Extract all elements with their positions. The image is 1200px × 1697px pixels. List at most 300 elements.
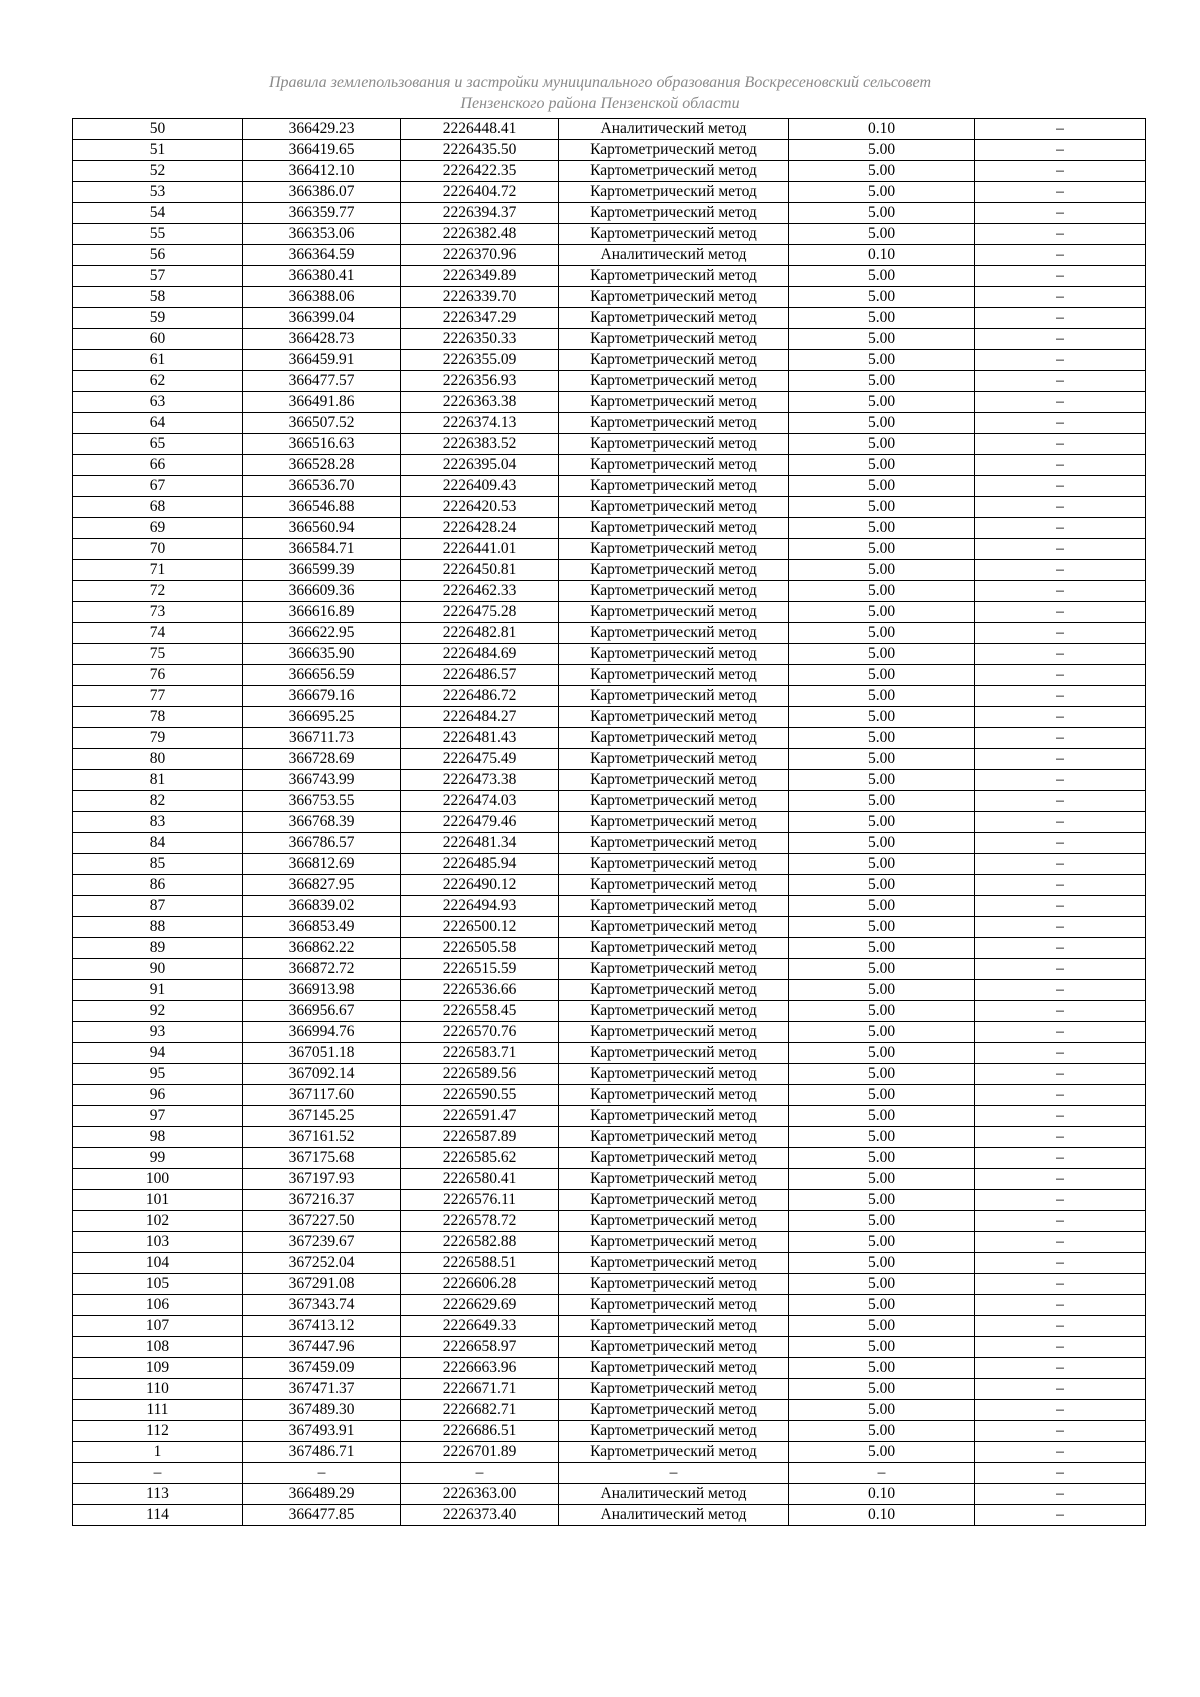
description-cell: – [975, 140, 1146, 161]
x-coordinate-cell: 366862.22 [243, 938, 401, 959]
table-row [73, 140, 1146, 161]
y-coordinate-cell: 2226490.12 [401, 875, 559, 896]
table-row [73, 1190, 1146, 1211]
method-cell: Картометрический метод [559, 875, 789, 896]
y-coordinate-cell: 2226450.81 [401, 560, 559, 581]
method-cell: Картометрический метод [559, 1043, 789, 1064]
accuracy-cell: 5.00 [789, 518, 975, 539]
x-coordinate-cell: 367459.09 [243, 1358, 401, 1379]
y-coordinate-cell: 2226484.69 [401, 644, 559, 665]
description-cell: – [975, 1211, 1146, 1232]
point-number-cell: 91 [73, 980, 243, 1001]
accuracy-cell: 5.00 [789, 749, 975, 770]
y-coordinate-cell: 2226486.72 [401, 686, 559, 707]
description-cell: – [975, 476, 1146, 497]
x-coordinate-cell: 366599.39 [243, 560, 401, 581]
accuracy-cell: 5.00 [789, 329, 975, 350]
y-coordinate-cell: 2226356.93 [401, 371, 559, 392]
method-cell: Картометрический метод [559, 1106, 789, 1127]
table-row [73, 539, 1146, 560]
method-cell: Картометрический метод [559, 224, 789, 245]
method-cell: Картометрический метод [559, 434, 789, 455]
accuracy-cell: 5.00 [789, 812, 975, 833]
description-cell: – [975, 308, 1146, 329]
description-cell: – [975, 497, 1146, 518]
table-row [73, 1421, 1146, 1442]
accuracy-cell: 5.00 [789, 1148, 975, 1169]
x-coordinate-cell: 367117.60 [243, 1085, 401, 1106]
table-row [73, 1253, 1146, 1274]
description-cell: – [975, 917, 1146, 938]
table-row [73, 833, 1146, 854]
method-cell: Картометрический метод [559, 182, 789, 203]
y-coordinate-cell: 2226629.69 [401, 1295, 559, 1316]
y-coordinate-cell: 2226500.12 [401, 917, 559, 938]
point-number-cell: 58 [73, 287, 243, 308]
accuracy-cell: 5.00 [789, 875, 975, 896]
table-row [73, 686, 1146, 707]
method-cell: Картометрический метод [559, 1358, 789, 1379]
point-number-cell: 77 [73, 686, 243, 707]
table-row [73, 1400, 1146, 1421]
table-row [73, 749, 1146, 770]
description-cell: – [975, 1232, 1146, 1253]
description-cell: – [975, 1274, 1146, 1295]
description-cell: – [975, 560, 1146, 581]
table-row [73, 980, 1146, 1001]
method-cell: Картометрический метод [559, 560, 789, 581]
accuracy-cell: 5.00 [789, 1001, 975, 1022]
point-number-cell: 97 [73, 1106, 243, 1127]
x-coordinate-cell: 366768.39 [243, 812, 401, 833]
accuracy-cell: 0.10 [789, 245, 975, 266]
point-number-cell: 66 [73, 455, 243, 476]
accuracy-cell: 5.00 [789, 980, 975, 1001]
x-coordinate-cell: 367175.68 [243, 1148, 401, 1169]
x-coordinate-cell: 366477.85 [243, 1505, 401, 1526]
description-cell: – [975, 959, 1146, 980]
point-number-cell: 109 [73, 1358, 243, 1379]
method-cell: Картометрический метод [559, 413, 789, 434]
method-cell: Картометрический метод [559, 1295, 789, 1316]
method-cell: Аналитический метод [559, 245, 789, 266]
y-coordinate-cell: 2226663.96 [401, 1358, 559, 1379]
x-coordinate-cell: 366429.23 [243, 119, 401, 140]
accuracy-cell: 5.00 [789, 581, 975, 602]
table-row [73, 791, 1146, 812]
x-coordinate-cell: 366528.28 [243, 455, 401, 476]
x-coordinate-cell: 366491.86 [243, 392, 401, 413]
method-cell: – [559, 1463, 789, 1484]
method-cell: Картометрический метод [559, 1211, 789, 1232]
y-coordinate-cell: 2226350.33 [401, 329, 559, 350]
y-coordinate-cell: 2226409.43 [401, 476, 559, 497]
point-number-cell: 110 [73, 1379, 243, 1400]
point-number-cell: 1 [73, 1442, 243, 1463]
table-row [73, 518, 1146, 539]
method-cell: Картометрический метод [559, 833, 789, 854]
y-coordinate-cell: 2226382.48 [401, 224, 559, 245]
description-cell: – [975, 644, 1146, 665]
method-cell: Картометрический метод [559, 455, 789, 476]
point-number-cell: 50 [73, 119, 243, 140]
accuracy-cell: 5.00 [789, 1379, 975, 1400]
point-number-cell: 57 [73, 266, 243, 287]
accuracy-cell: 5.00 [789, 1316, 975, 1337]
method-cell: Картометрический метод [559, 623, 789, 644]
point-number-cell: 51 [73, 140, 243, 161]
point-number-cell: – [73, 1463, 243, 1484]
x-coordinate-cell: 366353.06 [243, 224, 401, 245]
method-cell: Картометрический метод [559, 161, 789, 182]
x-coordinate-cell: 367252.04 [243, 1253, 401, 1274]
x-coordinate-cell: 366536.70 [243, 476, 401, 497]
table-row [73, 1127, 1146, 1148]
point-number-cell: 59 [73, 308, 243, 329]
method-cell: Картометрический метод [559, 1190, 789, 1211]
description-cell: – [975, 245, 1146, 266]
point-number-cell: 78 [73, 707, 243, 728]
x-coordinate-cell: 366364.59 [243, 245, 401, 266]
x-coordinate-cell: 367447.96 [243, 1337, 401, 1358]
accuracy-cell: 5.00 [789, 1064, 975, 1085]
x-coordinate-cell: 367145.25 [243, 1106, 401, 1127]
point-number-cell: 70 [73, 539, 243, 560]
x-coordinate-cell: 366388.06 [243, 287, 401, 308]
method-cell: Картометрический метод [559, 854, 789, 875]
table-row [73, 1274, 1146, 1295]
accuracy-cell: 5.00 [789, 896, 975, 917]
description-cell: – [975, 791, 1146, 812]
description-cell: – [975, 1169, 1146, 1190]
table-row [73, 875, 1146, 896]
x-coordinate-cell: 367092.14 [243, 1064, 401, 1085]
page-header [0, 72, 1200, 114]
point-number-cell: 71 [73, 560, 243, 581]
point-number-cell: 95 [73, 1064, 243, 1085]
accuracy-cell: 0.10 [789, 1484, 975, 1505]
table-row [73, 1442, 1146, 1463]
y-coordinate-cell: 2226373.40 [401, 1505, 559, 1526]
description-cell: – [975, 1022, 1146, 1043]
method-cell: Картометрический метод [559, 497, 789, 518]
description-cell: – [975, 602, 1146, 623]
accuracy-cell: 5.00 [789, 1169, 975, 1190]
table-row [73, 623, 1146, 644]
accuracy-cell: 5.00 [789, 1127, 975, 1148]
method-cell: Картометрический метод [559, 329, 789, 350]
point-number-cell: 88 [73, 917, 243, 938]
method-cell: Картометрический метод [559, 1379, 789, 1400]
table-row [73, 644, 1146, 665]
method-cell: Картометрический метод [559, 371, 789, 392]
x-coordinate-cell: 366839.02 [243, 896, 401, 917]
accuracy-cell: 5.00 [789, 308, 975, 329]
x-coordinate-cell: 366711.73 [243, 728, 401, 749]
method-cell: Картометрический метод [559, 1421, 789, 1442]
accuracy-cell: 5.00 [789, 1043, 975, 1064]
point-number-cell: 87 [73, 896, 243, 917]
y-coordinate-cell: 2226583.71 [401, 1043, 559, 1064]
y-coordinate-cell: 2226701.89 [401, 1442, 559, 1463]
method-cell: Картометрический метод [559, 917, 789, 938]
x-coordinate-cell: 366812.69 [243, 854, 401, 875]
y-coordinate-cell: 2226589.56 [401, 1064, 559, 1085]
point-number-cell: 93 [73, 1022, 243, 1043]
x-coordinate-cell: 366560.94 [243, 518, 401, 539]
accuracy-cell: 0.10 [789, 1505, 975, 1526]
y-coordinate-cell: 2226686.51 [401, 1421, 559, 1442]
description-cell: – [975, 350, 1146, 371]
method-cell: Аналитический метод [559, 119, 789, 140]
y-coordinate-cell: 2226585.62 [401, 1148, 559, 1169]
point-number-cell: 69 [73, 518, 243, 539]
y-coordinate-cell: 2226587.89 [401, 1127, 559, 1148]
method-cell: Картометрический метод [559, 707, 789, 728]
point-number-cell: 81 [73, 770, 243, 791]
description-cell: – [975, 1358, 1146, 1379]
description-cell: – [975, 707, 1146, 728]
accuracy-cell: 5.00 [789, 266, 975, 287]
x-coordinate-cell: 367471.37 [243, 1379, 401, 1400]
x-coordinate-cell: 366428.73 [243, 329, 401, 350]
accuracy-cell: 5.00 [789, 1295, 975, 1316]
table-row [73, 1043, 1146, 1064]
y-coordinate-cell: 2226428.24 [401, 518, 559, 539]
table-row [73, 1211, 1146, 1232]
table-row [73, 245, 1146, 266]
accuracy-cell: 5.00 [789, 371, 975, 392]
y-coordinate-cell: 2226485.94 [401, 854, 559, 875]
table-row [73, 770, 1146, 791]
y-coordinate-cell: 2226370.96 [401, 245, 559, 266]
y-coordinate-cell: 2226494.93 [401, 896, 559, 917]
accuracy-cell: 5.00 [789, 476, 975, 497]
y-coordinate-cell: 2226462.33 [401, 581, 559, 602]
description-cell: – [975, 770, 1146, 791]
y-coordinate-cell: 2226580.41 [401, 1169, 559, 1190]
method-cell: Картометрический метод [559, 518, 789, 539]
accuracy-cell: 5.00 [789, 224, 975, 245]
method-cell: Картометрический метод [559, 1127, 789, 1148]
accuracy-cell: 5.00 [789, 1358, 975, 1379]
x-coordinate-cell: 366386.07 [243, 182, 401, 203]
x-coordinate-cell: 366616.89 [243, 602, 401, 623]
table-row [73, 854, 1146, 875]
description-cell: – [975, 1064, 1146, 1085]
method-cell: Картометрический метод [559, 770, 789, 791]
description-cell: – [975, 1253, 1146, 1274]
table-row [73, 1295, 1146, 1316]
accuracy-cell: 5.00 [789, 1421, 975, 1442]
x-coordinate-cell: 367493.91 [243, 1421, 401, 1442]
point-number-cell: 96 [73, 1085, 243, 1106]
accuracy-cell: 5.00 [789, 833, 975, 854]
y-coordinate-cell: 2226473.38 [401, 770, 559, 791]
y-coordinate-cell: 2226658.97 [401, 1337, 559, 1358]
description-cell: – [975, 455, 1146, 476]
y-coordinate-cell: – [401, 1463, 559, 1484]
y-coordinate-cell: 2226484.27 [401, 707, 559, 728]
description-cell: – [975, 1106, 1146, 1127]
method-cell: Картометрический метод [559, 602, 789, 623]
accuracy-cell: 5.00 [789, 182, 975, 203]
point-number-cell: 90 [73, 959, 243, 980]
x-coordinate-cell: 367051.18 [243, 1043, 401, 1064]
y-coordinate-cell: 2226486.57 [401, 665, 559, 686]
method-cell: Картометрический метод [559, 1169, 789, 1190]
method-cell: Картометрический метод [559, 728, 789, 749]
description-cell: – [975, 938, 1146, 959]
accuracy-cell: 5.00 [789, 539, 975, 560]
table-row [73, 119, 1146, 140]
y-coordinate-cell: 2226570.76 [401, 1022, 559, 1043]
table-row [73, 1148, 1146, 1169]
table-row [73, 287, 1146, 308]
method-cell: Картометрический метод [559, 266, 789, 287]
table-row [73, 665, 1146, 686]
method-cell: Картометрический метод [559, 1337, 789, 1358]
table-row [73, 350, 1146, 371]
point-number-cell: 113 [73, 1484, 243, 1505]
y-coordinate-cell: 2226536.66 [401, 980, 559, 1001]
method-cell: Картометрический метод [559, 287, 789, 308]
table-row [73, 1337, 1146, 1358]
x-coordinate-cell: 366656.59 [243, 665, 401, 686]
x-coordinate-cell: 366609.36 [243, 581, 401, 602]
method-cell: Картометрический метод [559, 1022, 789, 1043]
method-cell: Картометрический метод [559, 392, 789, 413]
y-coordinate-cell: 2226349.89 [401, 266, 559, 287]
y-coordinate-cell: 2226394.37 [401, 203, 559, 224]
table-row [73, 266, 1146, 287]
description-cell: – [975, 392, 1146, 413]
accuracy-cell: – [789, 1463, 975, 1484]
y-coordinate-cell: 2226515.59 [401, 959, 559, 980]
y-coordinate-cell: 2226481.34 [401, 833, 559, 854]
accuracy-cell: 5.00 [789, 497, 975, 518]
y-coordinate-cell: 2226649.33 [401, 1316, 559, 1337]
accuracy-cell: 5.00 [789, 1190, 975, 1211]
point-number-cell: 111 [73, 1400, 243, 1421]
y-coordinate-cell: 2226582.88 [401, 1232, 559, 1253]
description-cell: – [975, 1505, 1146, 1526]
method-cell: Картометрический метод [559, 1148, 789, 1169]
accuracy-cell: 5.00 [789, 203, 975, 224]
method-cell: Картометрический метод [559, 665, 789, 686]
method-cell: Картометрический метод [559, 896, 789, 917]
description-cell: – [975, 581, 1146, 602]
table-row [73, 203, 1146, 224]
y-coordinate-cell: 2226482.81 [401, 623, 559, 644]
method-cell: Аналитический метод [559, 1505, 789, 1526]
point-number-cell: 94 [73, 1043, 243, 1064]
description-cell: – [975, 749, 1146, 770]
accuracy-cell: 5.00 [789, 392, 975, 413]
header-line-1: Правила землепользования и застройки муниципального образования Воскресеновский сельсовет [269, 74, 931, 91]
x-coordinate-cell: 366956.67 [243, 1001, 401, 1022]
accuracy-cell: 5.00 [789, 644, 975, 665]
x-coordinate-cell: 367343.74 [243, 1295, 401, 1316]
accuracy-cell: 5.00 [789, 665, 975, 686]
accuracy-cell: 5.00 [789, 1337, 975, 1358]
y-coordinate-cell: 2226475.49 [401, 749, 559, 770]
table-row [73, 1379, 1146, 1400]
point-number-cell: 102 [73, 1211, 243, 1232]
point-number-cell: 99 [73, 1148, 243, 1169]
description-cell: – [975, 1337, 1146, 1358]
point-number-cell: 108 [73, 1337, 243, 1358]
x-coordinate-cell: 366679.16 [243, 686, 401, 707]
x-coordinate-cell: 366419.65 [243, 140, 401, 161]
accuracy-cell: 5.00 [789, 560, 975, 581]
y-coordinate-cell: 2226441.01 [401, 539, 559, 560]
y-coordinate-cell: 2226505.58 [401, 938, 559, 959]
accuracy-cell: 5.00 [789, 602, 975, 623]
table-row [73, 371, 1146, 392]
point-number-cell: 72 [73, 581, 243, 602]
description-cell: – [975, 182, 1146, 203]
accuracy-cell: 5.00 [789, 854, 975, 875]
x-coordinate-cell: 366546.88 [243, 497, 401, 518]
x-coordinate-cell: 367486.71 [243, 1442, 401, 1463]
point-number-cell: 67 [73, 476, 243, 497]
method-cell: Картометрический метод [559, 938, 789, 959]
description-cell: – [975, 833, 1146, 854]
x-coordinate-cell: 366695.25 [243, 707, 401, 728]
method-cell: Картометрический метод [559, 1274, 789, 1295]
point-number-cell: 83 [73, 812, 243, 833]
table-row [73, 917, 1146, 938]
accuracy-cell: 5.00 [789, 140, 975, 161]
method-cell: Картометрический метод [559, 1001, 789, 1022]
y-coordinate-cell: 2226347.29 [401, 308, 559, 329]
y-coordinate-cell: 2226383.52 [401, 434, 559, 455]
accuracy-cell: 5.00 [789, 1022, 975, 1043]
method-cell: Картометрический метод [559, 581, 789, 602]
table-row [73, 224, 1146, 245]
y-coordinate-cell: 2226448.41 [401, 119, 559, 140]
description-cell: – [975, 329, 1146, 350]
point-number-cell: 101 [73, 1190, 243, 1211]
y-coordinate-cell: 2226435.50 [401, 140, 559, 161]
point-number-cell: 106 [73, 1295, 243, 1316]
description-cell: – [975, 854, 1146, 875]
x-coordinate-cell: 366477.57 [243, 371, 401, 392]
table-row [73, 707, 1146, 728]
description-cell: – [975, 812, 1146, 833]
method-cell: Картометрический метод [559, 812, 789, 833]
point-number-cell: 62 [73, 371, 243, 392]
coordinates-table [72, 118, 1146, 1526]
x-coordinate-cell: – [243, 1463, 401, 1484]
method-cell: Картометрический метод [559, 1064, 789, 1085]
method-cell: Картометрический метод [559, 1085, 789, 1106]
description-cell: – [975, 665, 1146, 686]
accuracy-cell: 5.00 [789, 959, 975, 980]
description-cell: – [975, 434, 1146, 455]
table-row [73, 560, 1146, 581]
method-cell: Картометрический метод [559, 203, 789, 224]
y-coordinate-cell: 2226404.72 [401, 182, 559, 203]
point-number-cell: 52 [73, 161, 243, 182]
point-number-cell: 89 [73, 938, 243, 959]
table-row [73, 434, 1146, 455]
accuracy-cell: 5.00 [789, 1253, 975, 1274]
description-cell: – [975, 1463, 1146, 1484]
x-coordinate-cell: 366827.95 [243, 875, 401, 896]
y-coordinate-cell: 2226422.35 [401, 161, 559, 182]
